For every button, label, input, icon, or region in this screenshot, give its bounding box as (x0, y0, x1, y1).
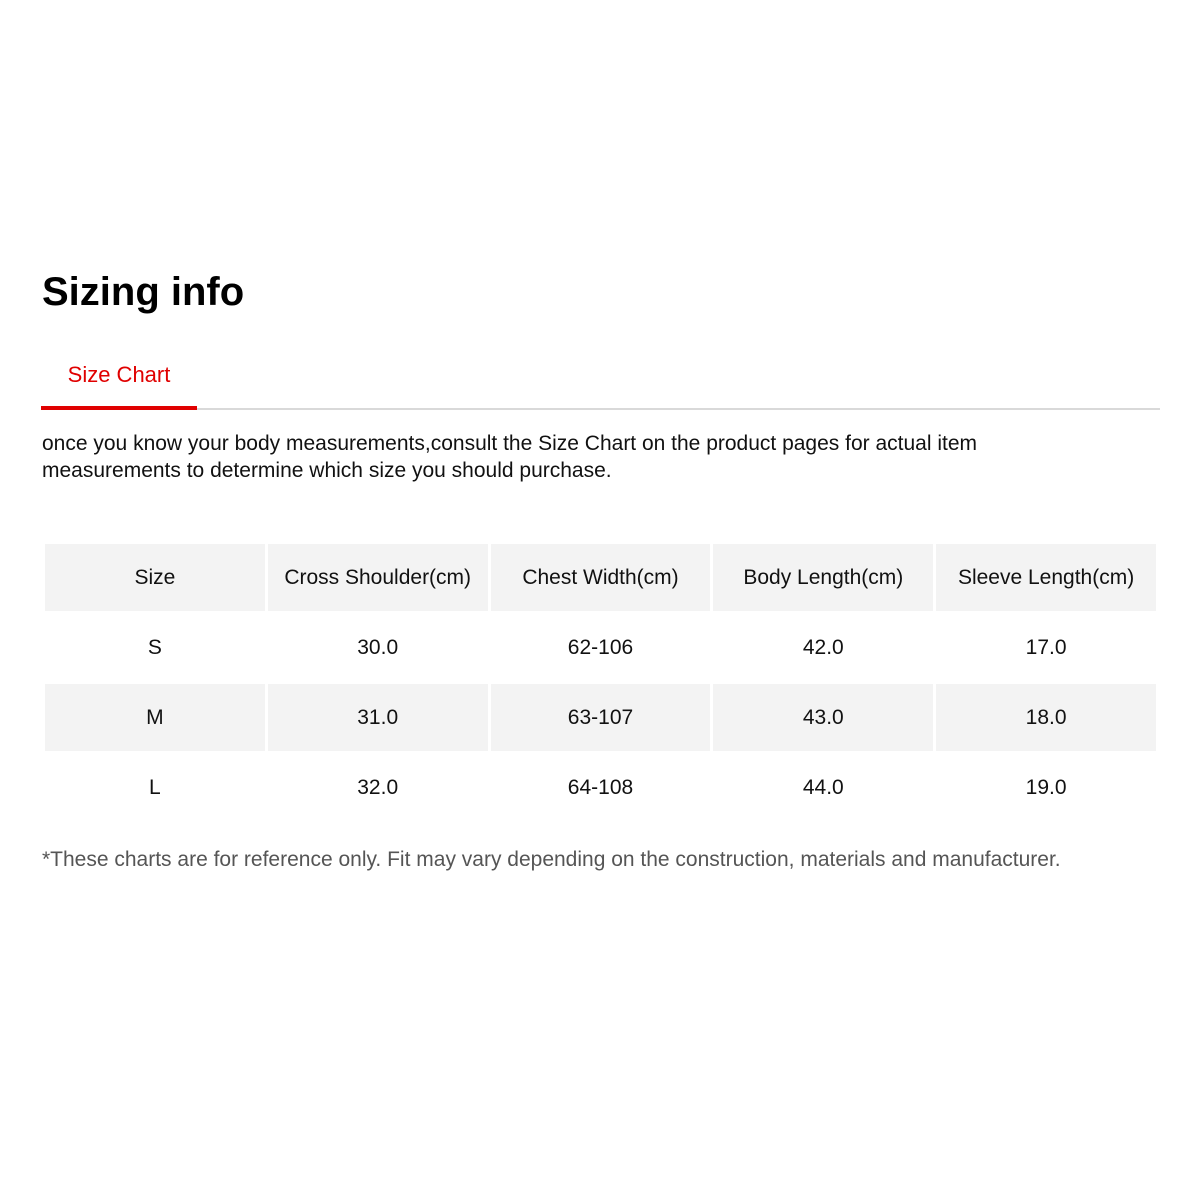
page-title: Sizing info (42, 270, 245, 314)
table-cell-cross-shoulder: 32.0 (357, 775, 399, 799)
tab-bar (41, 350, 1160, 410)
table-cell-chest-width: 63-107 (491, 684, 711, 751)
size-chart-table (42, 541, 1159, 824)
table-cell-body-length: 44.0 (802, 775, 844, 799)
table-row (45, 754, 1156, 821)
table-cell-sleeve-length: 19.0 (1025, 775, 1067, 799)
table-cell-body-length: 43.0 (713, 684, 933, 751)
table-cell-cross-shoulder: 31.0 (268, 684, 488, 751)
table-cell-cross-shoulder: 30.0 (357, 635, 399, 659)
table-row (45, 614, 1156, 681)
table-cell-chest-width: 62-106 (567, 635, 634, 659)
column-header-sleeve-length: Sleeve Length(cm) (936, 544, 1156, 611)
table-header-row (45, 544, 1156, 611)
table-cell-size: M (45, 684, 265, 751)
reference-footnote: *These charts are for reference only. Fit may vary depending on the construction, materials and manufacturer. (42, 848, 1061, 871)
table-cell-sleeve-length: 17.0 (1025, 635, 1067, 659)
column-header-cross-shoulder: Cross Shoulder(cm) (268, 544, 488, 611)
table-cell-chest-width: 64-108 (567, 775, 634, 799)
table-row (45, 684, 1156, 751)
tab-size-chart[interactable]: Size Chart (41, 350, 197, 410)
table-cell-size: S (147, 635, 162, 659)
column-header-chest-width: Chest Width(cm) (491, 544, 711, 611)
table-cell-size: L (149, 775, 161, 799)
table-cell-sleeve-length: 18.0 (936, 684, 1156, 751)
table-cell-body-length: 42.0 (802, 635, 844, 659)
column-header-size: Size (45, 544, 265, 611)
column-header-body-length: Body Length(cm) (713, 544, 933, 611)
size-guide-description: once you know your body measurements,consult the Size Chart on the product pages for actual item measurements to determine which size you should purchase. (42, 432, 978, 482)
